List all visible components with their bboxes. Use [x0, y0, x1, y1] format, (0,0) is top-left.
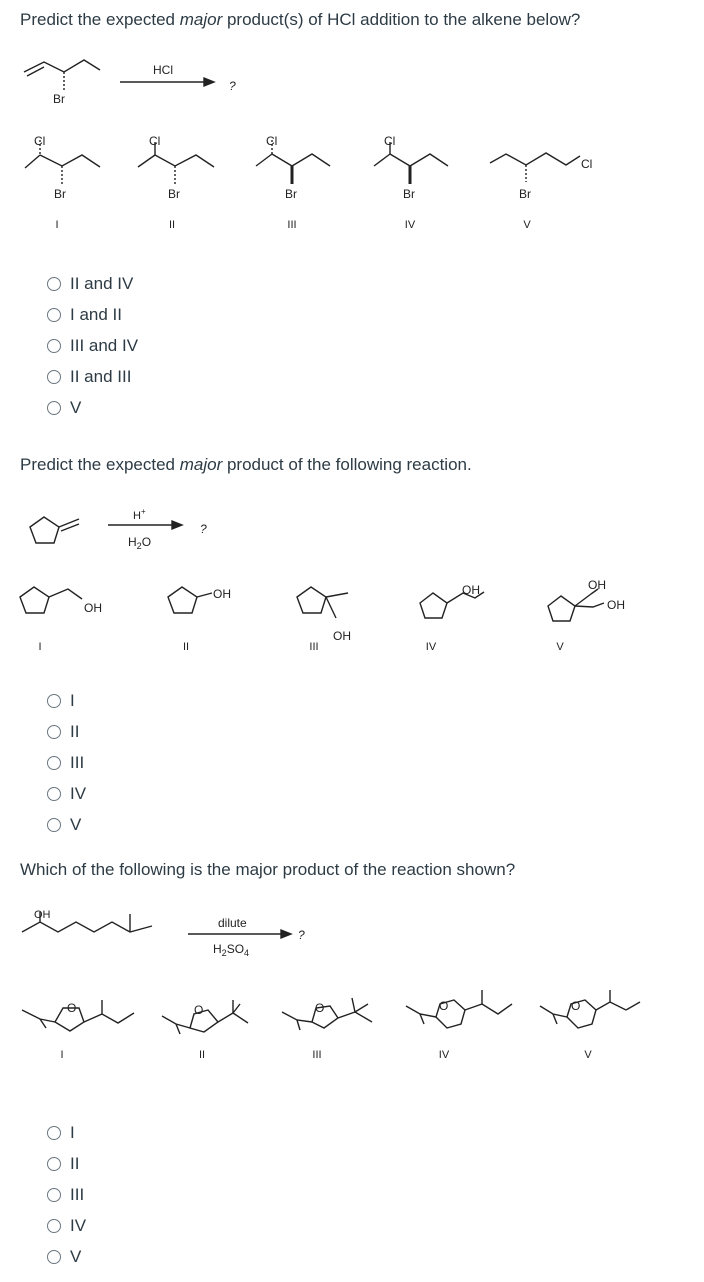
q1-label-1: I	[55, 219, 59, 231]
q2-p4-oh: OH	[462, 583, 480, 597]
q2-label-5: V	[556, 641, 564, 653]
q1-label-4: IV	[404, 219, 416, 231]
q2-reaction-figure	[0, 500, 704, 660]
q1-reaction-figure	[0, 50, 704, 245]
q2-p1-oh: OH	[84, 601, 102, 615]
q1-p2-cl: Cl	[149, 134, 161, 148]
radio-icon[interactable]	[47, 818, 61, 832]
q1-p4-br: Br	[403, 187, 415, 201]
q3-label-5: V	[584, 1049, 592, 1061]
q2-option-1[interactable]: I	[47, 685, 86, 716]
q1-p3-cl: Cl	[266, 134, 278, 148]
q3-label-2: II	[198, 1049, 206, 1061]
q3-p3-o: O	[315, 1001, 325, 1015]
q1-p3-br: Br	[285, 187, 297, 201]
q2-p3-oh: OH	[333, 629, 351, 643]
q1-unknown: ?	[229, 79, 236, 93]
radio-icon[interactable]	[47, 277, 61, 291]
q2-label-3: III	[309, 641, 319, 653]
q2-title: Predict the expected major product of the following reaction.	[20, 455, 472, 474]
q3-label-3: III	[312, 1049, 322, 1061]
q1-option-3[interactable]: III and IV	[47, 330, 138, 361]
radio-icon[interactable]	[47, 339, 61, 353]
q3-p5-o: O	[571, 999, 581, 1013]
q2-p5-oh-side: OH	[607, 598, 625, 612]
q3-label-1: I	[60, 1049, 64, 1061]
q2-p2-oh: OH	[213, 587, 231, 601]
q2-unknown: ?	[200, 522, 207, 536]
q3-option-4[interactable]: IV	[47, 1210, 86, 1241]
q2-label-4: IV	[425, 641, 437, 653]
q1-label-5: V	[523, 219, 531, 231]
radio-icon[interactable]	[47, 1188, 61, 1202]
q3-title: Which of the following is the major product of the reaction shown?	[20, 860, 516, 879]
q3-options	[47, 1117, 86, 1272]
radio-icon[interactable]	[47, 1157, 61, 1171]
q2-p5-oh-top: OH	[588, 578, 606, 592]
q3-reagent-top: dilute	[218, 916, 247, 930]
q2-label-2: II	[182, 641, 190, 653]
radio-icon[interactable]	[47, 694, 61, 708]
q1-p4-cl: Cl	[384, 134, 396, 148]
radio-icon[interactable]	[47, 787, 61, 801]
radio-icon[interactable]	[47, 1250, 61, 1264]
q1-option-4[interactable]: II and III	[47, 361, 138, 392]
q3-unknown: ?	[298, 928, 305, 942]
q3-p2-o: O	[194, 1003, 204, 1017]
q2-reagent-top: H+	[133, 507, 146, 522]
q3-option-1[interactable]: I	[47, 1117, 86, 1148]
radio-icon[interactable]	[47, 1219, 61, 1233]
radio-icon[interactable]	[47, 308, 61, 322]
q1-p5-cl: Cl	[581, 157, 593, 171]
q2-option-3[interactable]: III	[47, 747, 86, 778]
q1-p1-br: Br	[54, 187, 66, 201]
q2-option-5[interactable]: V	[47, 809, 86, 840]
q3-label-4: IV	[438, 1049, 450, 1061]
radio-icon[interactable]	[47, 370, 61, 384]
q2-option-4[interactable]: IV	[47, 778, 86, 809]
q1-option-2[interactable]: I and II	[47, 299, 138, 330]
q2-label-1: I	[38, 641, 42, 653]
radio-icon[interactable]	[47, 756, 61, 770]
q1-label-2: II	[168, 219, 176, 231]
q1-label-3: III	[287, 219, 297, 231]
q3-option-2[interactable]: II	[47, 1148, 86, 1179]
q3-option-3[interactable]: III	[47, 1179, 86, 1210]
q1-p1-cl: Cl	[34, 134, 46, 148]
radio-icon[interactable]	[47, 1126, 61, 1140]
q1-p2-br: Br	[168, 187, 180, 201]
q2-options	[47, 685, 86, 840]
radio-icon[interactable]	[47, 725, 61, 739]
q2-option-2[interactable]: II	[47, 716, 86, 747]
q1-reagent: HCl	[153, 63, 173, 77]
q1-option-1[interactable]: II and IV	[47, 268, 138, 299]
q1-p5-br: Br	[519, 187, 531, 201]
radio-icon[interactable]	[47, 401, 61, 415]
q1-title: Predict the expected major product(s) of HCl addition to the alkene below?	[20, 10, 581, 29]
q3-option-5[interactable]: V	[47, 1241, 86, 1272]
q1-options	[47, 268, 138, 423]
q1-option-5[interactable]: V	[47, 392, 138, 423]
q3-p1-o: O	[67, 1001, 77, 1015]
q3-start-oh: OH	[34, 909, 51, 921]
q1-start-br: Br	[53, 92, 65, 106]
q3-p4-o: O	[439, 999, 449, 1013]
q3-reaction-figure	[0, 900, 704, 1065]
q3-reagent-bottom: $H_2SO_4$	[213, 942, 250, 958]
q2-reagent-bottom: $H_2O$	[128, 535, 152, 551]
